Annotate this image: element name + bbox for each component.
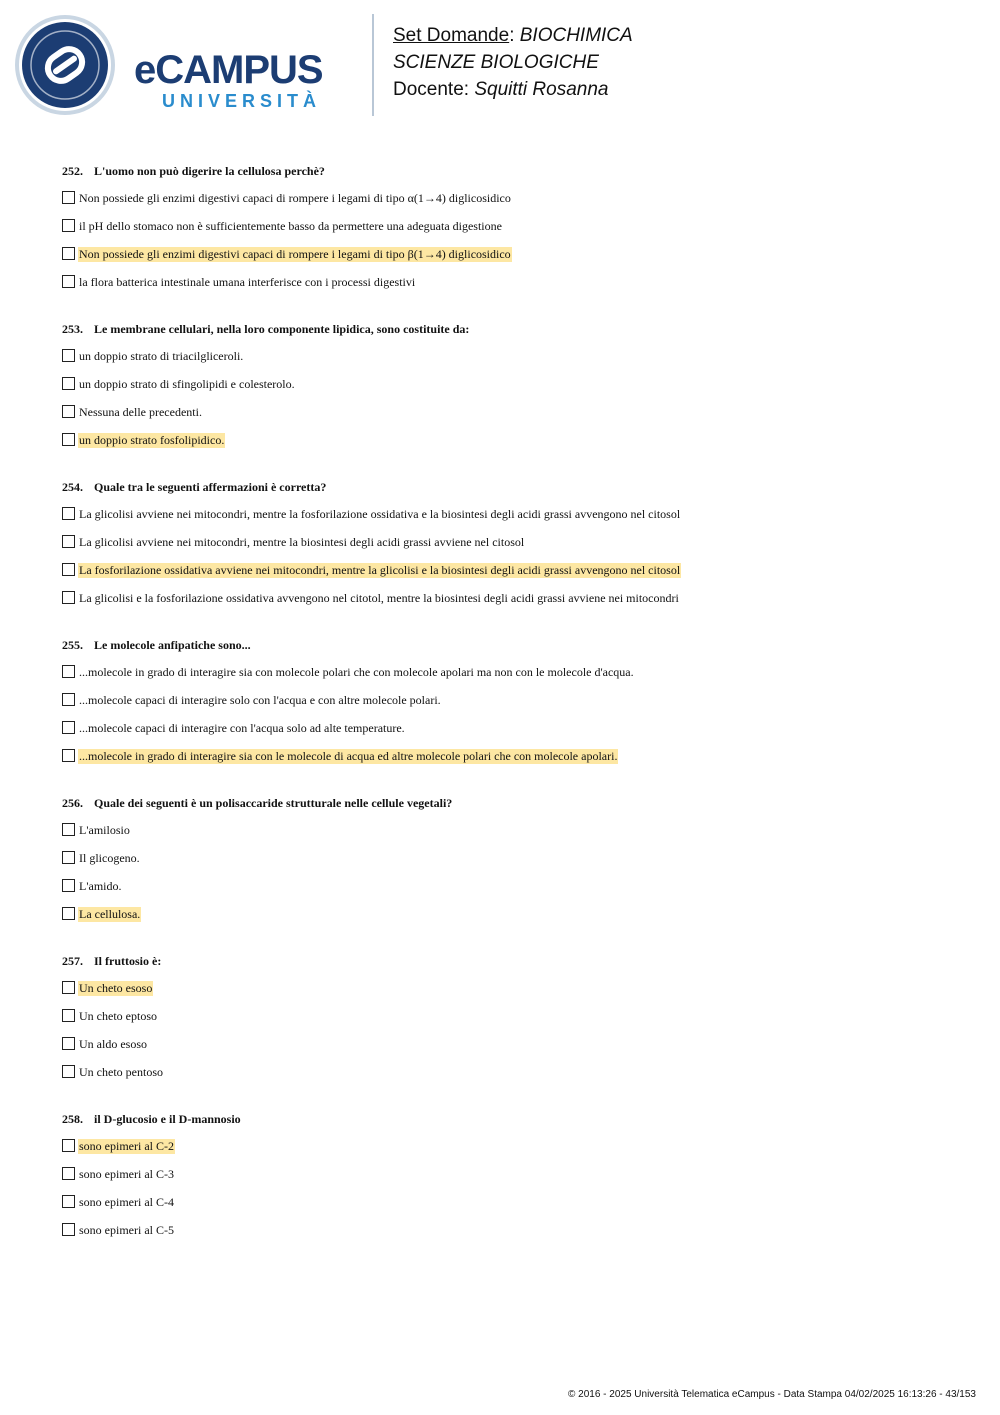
question-number: 253. [62, 322, 83, 336]
question-text: L'uomo non può digerire la cellulosa perchè? [94, 164, 325, 178]
answer-checkbox[interactable] [62, 275, 75, 288]
answer-checkbox[interactable] [62, 721, 75, 734]
answer-option [62, 1195, 982, 1223]
brand-name: eCAMPUS [134, 48, 323, 92]
answer-checkbox[interactable] [62, 1223, 75, 1236]
answer-text: Un cheto eptoso [79, 1009, 157, 1023]
answer-checkbox[interactable] [62, 377, 75, 390]
answer-text-correct: La cellulosa. [79, 907, 141, 921]
set-label: Set Domande [393, 25, 510, 46]
answer-checkbox[interactable] [62, 1009, 75, 1022]
answer-option [62, 349, 982, 377]
answer-option [62, 721, 982, 749]
answer-option [62, 1009, 982, 1037]
answer-text: L'amido. [79, 879, 122, 893]
answer-option [62, 851, 982, 879]
answer-checkbox[interactable] [62, 1065, 75, 1078]
question-number: 257. [62, 954, 83, 968]
answer-option [62, 591, 982, 619]
page-header [0, 0, 1000, 130]
answer-option [62, 219, 982, 247]
question-list [62, 164, 982, 1270]
answer-checkbox[interactable] [62, 981, 75, 994]
answer-text: La glicolisi avviene nei mitocondri, mentre la fosforilazione ossidativa e la biosintesi degli acidi grassi avvengono nel citosol [79, 507, 681, 521]
question-number: 252. [62, 164, 83, 178]
question-title [62, 322, 982, 336]
answer-text: Non possiede gli enzimi digestivi capaci di rompere i legami di tipo α(1→4) diglicosidico [79, 191, 511, 205]
answer-checkbox[interactable] [62, 851, 75, 864]
docente-label: Docente: [393, 79, 470, 100]
answer-option [62, 563, 982, 591]
answer-option [62, 433, 982, 461]
answer-checkbox[interactable] [62, 879, 75, 892]
question-number: 256. [62, 796, 83, 810]
answer-checkbox[interactable] [62, 191, 75, 204]
page-footer: © 2016 - 2025 Università Telematica eCampus - Data Stampa 04/02/2025 16:13:26 - 43/153 [568, 1389, 976, 1400]
answer-text: Nessuna delle precedenti. [79, 405, 202, 419]
answer-text-correct: Un cheto esoso [79, 981, 153, 995]
question-number: 258. [62, 1112, 83, 1126]
answer-option [62, 1223, 982, 1251]
answer-option [62, 275, 982, 303]
answer-checkbox[interactable] [62, 749, 75, 762]
question-block [62, 164, 982, 303]
answer-text: ...molecole capaci di interagire con l'acqua solo ad alte temperature. [79, 721, 405, 735]
question-title [62, 164, 982, 178]
answer-option [62, 191, 982, 219]
answer-option [62, 247, 982, 275]
header-divider [372, 14, 374, 116]
answer-checkbox[interactable] [62, 1139, 75, 1152]
answer-checkbox[interactable] [62, 349, 75, 362]
question-block [62, 796, 982, 935]
answer-option [62, 535, 982, 563]
set-value: BIOCHIMICA [519, 25, 633, 46]
question-block [62, 322, 982, 461]
docente-value: Squitti Rosanna [474, 79, 609, 100]
question-title [62, 796, 982, 810]
answer-option [62, 907, 982, 935]
ecampus-emblem-icon [14, 14, 118, 118]
answer-checkbox[interactable] [62, 563, 75, 576]
answer-option [62, 981, 982, 1009]
answer-text-correct: Non possiede gli enzimi digestivi capaci di rompere i legami di tipo β(1→4) diglicosidico [79, 247, 511, 261]
answer-text: Un cheto pentoso [79, 1065, 163, 1079]
answer-text: un doppio strato di sfingolipidi e colesterolo. [79, 377, 295, 391]
answer-text-correct: un doppio strato fosfolipidico. [79, 433, 225, 447]
question-text: Quale tra le seguenti affermazioni è corretta? [94, 480, 327, 494]
answer-checkbox[interactable] [62, 507, 75, 520]
question-text: Le molecole anfipatiche sono... [94, 638, 251, 652]
answer-text: sono epimeri al C-3 [79, 1167, 174, 1181]
answer-option [62, 1167, 982, 1195]
answer-checkbox[interactable] [62, 1037, 75, 1050]
answer-option [62, 1139, 982, 1167]
answer-option [62, 377, 982, 405]
answer-option [62, 507, 982, 535]
answer-option [62, 823, 982, 851]
answer-text: Il glicogeno. [79, 851, 140, 865]
answer-text: La glicolisi avviene nei mitocondri, mentre la biosintesi degli acidi grassi avviene nel citosol [79, 535, 525, 549]
question-text: il D-glucosio e il D-mannosio [94, 1112, 241, 1126]
answer-option [62, 693, 982, 721]
question-text: Il fruttosio è: [94, 954, 162, 968]
answer-text: sono epimeri al C-4 [79, 1195, 174, 1209]
ecampus-logo [14, 14, 364, 118]
answer-option [62, 665, 982, 693]
question-block [62, 954, 982, 1093]
answer-checkbox[interactable] [62, 535, 75, 548]
question-title [62, 638, 982, 652]
answer-text: ...molecole in grado di interagire sia con molecole polari che con molecole apolari ma non con le molecole d'acqua. [79, 665, 634, 679]
answer-text: ...molecole capaci di interagire solo con l'acqua e con altre molecole polari. [79, 693, 441, 707]
answer-checkbox[interactable] [62, 823, 75, 836]
answer-text: La glicolisi e la fosforilazione ossidativa avvengono nel citotol, mentre la biosintesi degli acidi grassi avviene nei mitocondri [79, 591, 679, 605]
answer-checkbox[interactable] [62, 433, 75, 446]
answer-text: sono epimeri al C-5 [79, 1223, 174, 1237]
docente-line [393, 76, 633, 103]
answer-checkbox[interactable] [62, 907, 75, 920]
question-title [62, 1112, 982, 1126]
header-info [393, 22, 633, 103]
question-title [62, 480, 982, 494]
answer-option [62, 1065, 982, 1093]
answer-checkbox[interactable] [62, 665, 75, 678]
set-line: Set Domande: BIOCHIMICA [393, 25, 633, 46]
question-text: Le membrane cellulari, nella loro componente lipidica, sono costituite da: [94, 322, 470, 336]
question-text: Quale dei seguenti è un polisaccaride strutturale nelle cellule vegetali? [94, 796, 453, 810]
answer-checkbox[interactable] [62, 1167, 75, 1180]
question-number: 255. [62, 638, 83, 652]
answer-text: Un aldo esoso [79, 1037, 147, 1051]
answer-text: il pH dello stomaco non è sufficientemente basso da permettere una adeguata digestione [79, 219, 502, 233]
answer-text: la flora batterica intestinale umana interferisce con i processi digestivi [79, 275, 416, 289]
answer-checkbox[interactable] [62, 247, 75, 260]
answer-option [62, 405, 982, 433]
question-title [62, 954, 982, 968]
answer-text-correct: La fosforilazione ossidativa avviene nei mitocondri, mentre la glicolisi e la biosintesi degli acidi grassi avvengono nel citosol [79, 563, 681, 577]
answer-checkbox[interactable] [62, 405, 75, 418]
answer-text: un doppio strato di triacilgliceroli. [79, 349, 244, 363]
answer-option [62, 879, 982, 907]
question-number: 254. [62, 480, 83, 494]
answer-option [62, 749, 982, 777]
brand-subtitle: UNIVERSITÀ [162, 91, 322, 111]
answer-text: L'amilosio [79, 823, 130, 837]
question-block [62, 638, 982, 777]
answer-checkbox[interactable] [62, 591, 75, 604]
course-name: SCIENZE BIOLOGICHE [393, 52, 599, 73]
question-block [62, 1112, 982, 1251]
question-block [62, 480, 982, 619]
answer-text-correct: sono epimeri al C-2 [79, 1139, 174, 1153]
answer-checkbox[interactable] [62, 219, 75, 232]
answer-option [62, 1037, 982, 1065]
answer-checkbox[interactable] [62, 693, 75, 706]
answer-checkbox[interactable] [62, 1195, 75, 1208]
answer-text-correct: ...molecole in grado di interagire sia con le molecole di acqua ed altre molecole polari che con molecole apolari. [79, 749, 618, 763]
